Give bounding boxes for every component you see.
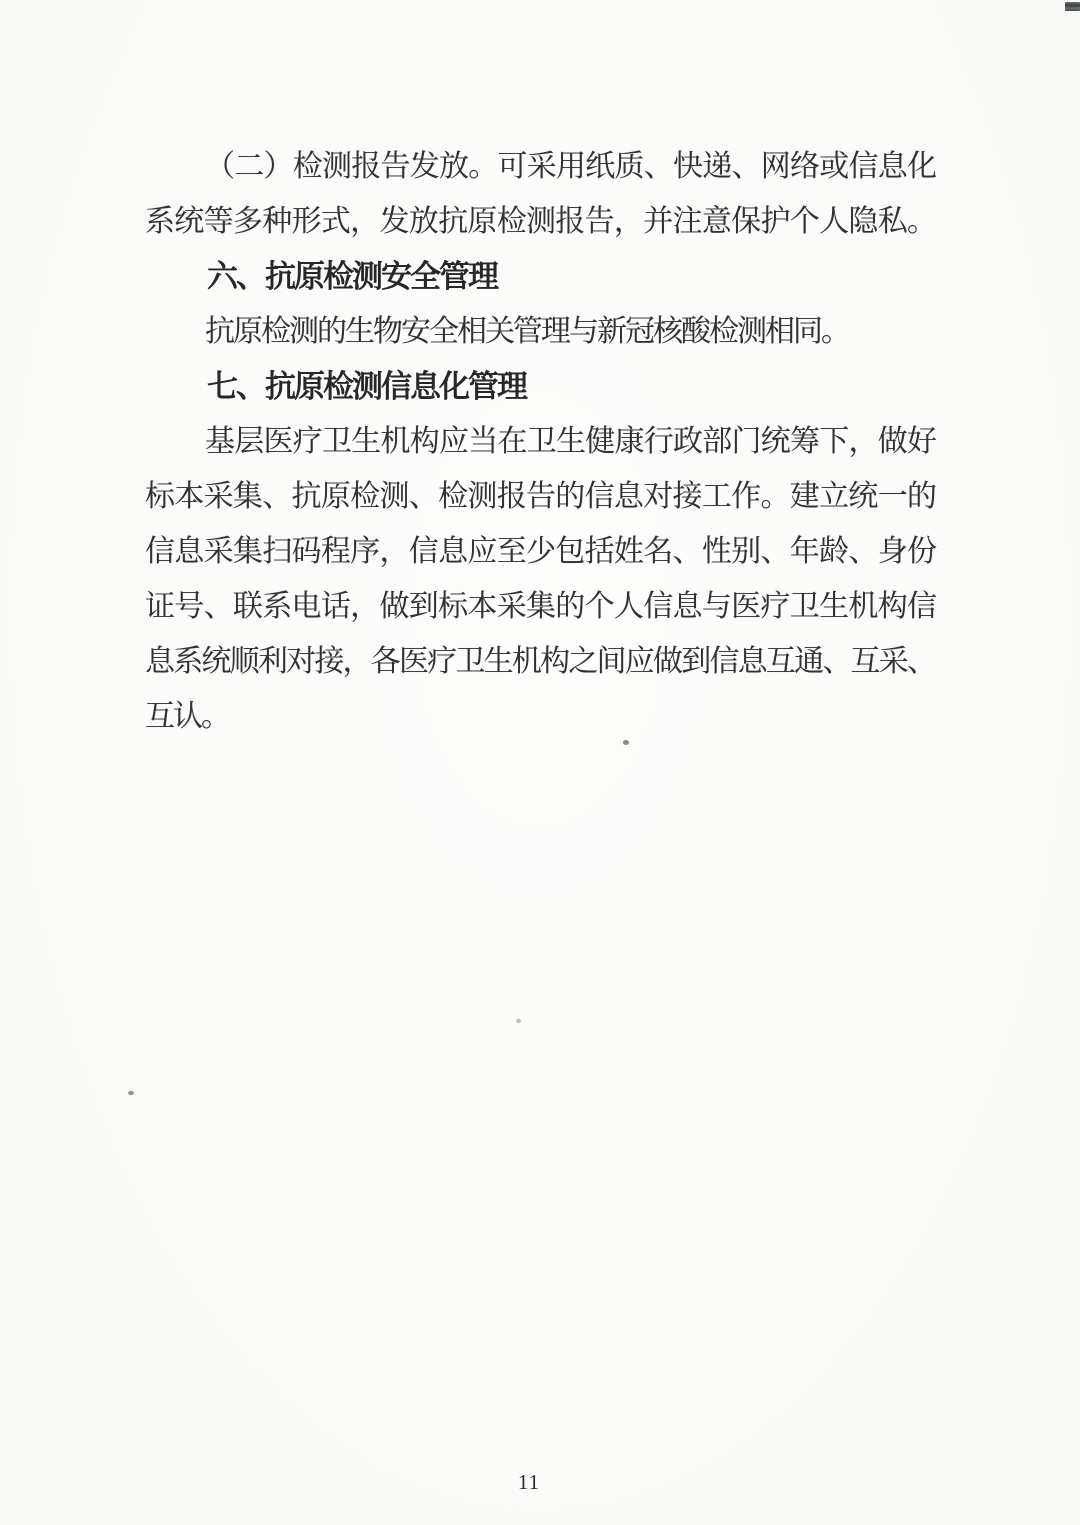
paragraph-line: （二）检测报告发放。可采用纸质、快递、网络或信息化 [205,150,935,183]
section-heading: 七、抗原检测信息化管理 [207,369,526,404]
paragraph-line: 基层医疗卫生机构应当在卫生健康行政部门统筹下，做好 [205,425,935,458]
paragraph-line: 息系统顺利对接，各医疗卫生机构之间应做到信息互通、互采、 [145,645,935,678]
scan-corner-artifact [1065,2,1080,11]
scan-speck [516,1019,521,1023]
scan-speck [623,740,629,745]
paragraph-line: 证号、联系电话，做到标本采集的个人信息与医疗卫生机构信 [145,590,935,623]
paragraph-line: 互认。 [145,700,229,733]
paragraph-line: 信息采集扫码程序，信息应至少包括姓名、性别、年龄、身份 [145,535,935,568]
paragraph-line: 抗原检测的生物安全相关管理与新冠核酸检测相同。 [205,315,849,348]
document-body [145,139,935,744]
scan-speck [128,1091,134,1095]
page-number: 11 [517,1470,541,1494]
paragraph-line: 标本采集、抗原检测、检测报告的信息对接工作。建立统一的 [145,480,935,513]
paragraph-line: 系统等多种形式，发放抗原检测报告，并注意保护个人隐私。 [145,205,935,238]
section-heading: 六、抗原检测安全管理 [207,259,497,294]
